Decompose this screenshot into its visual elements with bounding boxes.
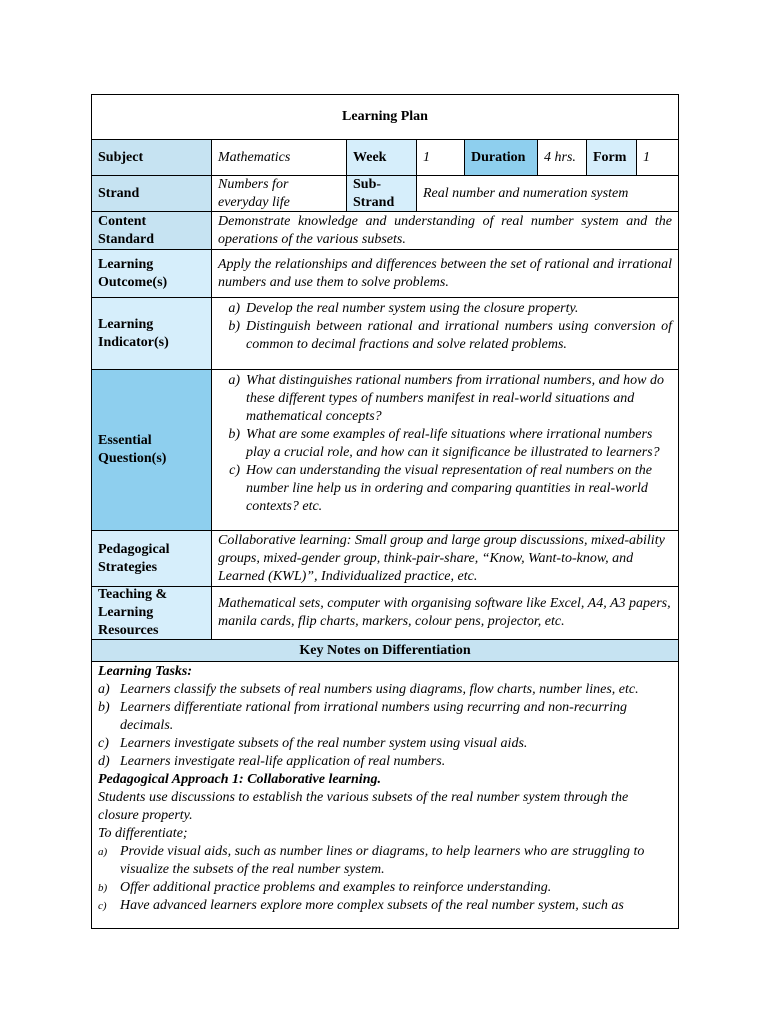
list-item bbox=[98, 681, 672, 699]
learning-outcome-label: Learning Outcome(s) bbox=[92, 250, 212, 297]
learning-indicators-label: Learning Indicator(s) bbox=[92, 298, 212, 369]
content-standard-value: Demonstrate knowledge and understanding of real number system and the operations of the various subsets. bbox=[218, 213, 672, 247]
list-marker: c) bbox=[98, 900, 107, 912]
duration-value: 4 hrs. bbox=[538, 140, 587, 175]
list-text: Distinguish between rational and irrational numbers using conversion of common to decimal fractions and solve related problems. bbox=[246, 319, 672, 352]
duration-label: Duration bbox=[465, 140, 538, 175]
list-item bbox=[98, 753, 672, 771]
pedagogical-approach-heading: Pedagogical Approach 1: Collaborative learning. bbox=[98, 772, 381, 787]
learning-outcome-value: Apply the relationships and differences between the set of rational and irrational numbers and use them to solve problems. bbox=[218, 256, 672, 290]
learning-tasks-heading: Learning Tasks: bbox=[98, 664, 193, 679]
resources-value: Mathematical sets, computer with organising software like Excel, A4, A3 papers, manila cards, flip charts, markers, colour pens, projector, etc. bbox=[218, 596, 671, 629]
subject-label: Subject bbox=[92, 140, 212, 175]
form-value: 1 bbox=[643, 149, 650, 165]
content-standard-row bbox=[92, 212, 678, 250]
essential-questions-value bbox=[212, 370, 678, 530]
list-text: Provide visual aids, such as number lines or diagrams, to help learners who are struggling to visualize the subsets of the real number system. bbox=[120, 844, 645, 877]
differentiate-label: To differentiate; bbox=[98, 826, 188, 841]
list-item bbox=[218, 300, 672, 318]
strand-label: Strand bbox=[92, 176, 212, 211]
learning-indicators-value bbox=[212, 298, 678, 369]
week-label: Week bbox=[347, 140, 417, 175]
list-marker: d) bbox=[98, 754, 110, 769]
list-item bbox=[218, 426, 672, 462]
learning-plan-table bbox=[91, 94, 679, 929]
list-text: How can understanding the visual representation of real numbers on the number line help us in ordering and comparing quantities in real-world contexts? etc. bbox=[246, 463, 652, 514]
list-text: Learners investigate real-life application of real numbers. bbox=[120, 754, 446, 769]
list-text: Learners differentiate rational from irrational numbers using recurring and non-recurring decimals. bbox=[120, 700, 627, 733]
list-item bbox=[218, 462, 672, 516]
pedagogical-strategies-label: Pedagogical Strategies bbox=[92, 531, 212, 586]
list-marker: c) bbox=[229, 463, 240, 478]
content-standard-label: Content Standard bbox=[92, 212, 212, 249]
list-item bbox=[98, 735, 672, 753]
substrand-label: Sub-Strand bbox=[347, 176, 417, 211]
list-marker: b) bbox=[98, 882, 108, 894]
list-item bbox=[98, 879, 672, 897]
pedagogical-strategies-value: Collaborative learning: Small group and large group discussions, mixed-ability groups, mixed-gender group, think-pair-share, “Know, Want-to-know, and Learned (KWL)”, Individualized practice, etc. bbox=[218, 532, 665, 584]
title-row bbox=[92, 95, 678, 140]
form-label: Form bbox=[587, 140, 637, 175]
list-item bbox=[218, 372, 672, 426]
subject-row bbox=[92, 140, 678, 176]
list-marker: b) bbox=[228, 427, 240, 442]
list-marker: b) bbox=[98, 700, 110, 715]
list-marker: a) bbox=[98, 846, 108, 858]
list-text: Develop the real number system using the closure property. bbox=[246, 301, 579, 316]
pedagogical-strategies-row bbox=[92, 531, 678, 587]
strand-value: Numbers for everyday life bbox=[212, 176, 347, 211]
list-text: What distinguishes rational numbers from irrational numbers, and how do these different types of numbers manifest in real-world situations and mathematical concepts? bbox=[246, 373, 664, 424]
list-text: Offer additional practice problems and examples to reinforce understanding. bbox=[120, 880, 552, 895]
list-marker: a) bbox=[228, 301, 240, 316]
list-text: Learners classify the subsets of real numbers using diagrams, flow charts, number lines, etc. bbox=[120, 682, 639, 697]
essential-questions-list bbox=[218, 372, 672, 516]
learning-indicators-list bbox=[218, 300, 672, 354]
list-item bbox=[98, 699, 672, 735]
key-notes-heading: Key Notes on Differentiation bbox=[92, 640, 678, 661]
list-text: Learners investigate subsets of the real number system using visual aids. bbox=[120, 736, 528, 751]
essential-questions-row bbox=[92, 370, 678, 531]
resources-label: Teaching & Learning Resources bbox=[92, 587, 212, 639]
key-notes-body bbox=[92, 662, 678, 916]
learning-outcome-row bbox=[92, 250, 678, 298]
essential-questions-label: Essential Question(s) bbox=[92, 370, 212, 530]
week-value: 1 bbox=[417, 140, 465, 175]
list-marker: b) bbox=[228, 319, 240, 334]
subject-value: Mathematics bbox=[212, 140, 347, 175]
list-text: What are some examples of real-life situations where irrational numbers play a crucial role, and how can it significance be illustrated to learners? bbox=[246, 427, 660, 460]
strand-row bbox=[92, 176, 678, 212]
learning-indicators-row bbox=[92, 298, 678, 370]
substrand-value: Real number and numeration system bbox=[423, 185, 629, 201]
page-title: Learning Plan bbox=[342, 109, 428, 124]
list-item bbox=[98, 897, 672, 915]
list-text: Have advanced learners explore more complex subsets of the real number system, such as bbox=[120, 898, 624, 913]
key-notes-heading-row bbox=[92, 640, 678, 662]
list-marker: a) bbox=[98, 682, 110, 697]
resources-row bbox=[92, 587, 678, 640]
pedagogical-approach-text: Students use discussions to establish the various subsets of the real number system through the closure property. bbox=[98, 790, 629, 823]
list-item bbox=[218, 318, 672, 354]
list-marker: c) bbox=[98, 736, 109, 751]
list-item bbox=[98, 843, 672, 879]
list-marker: a) bbox=[228, 373, 240, 388]
